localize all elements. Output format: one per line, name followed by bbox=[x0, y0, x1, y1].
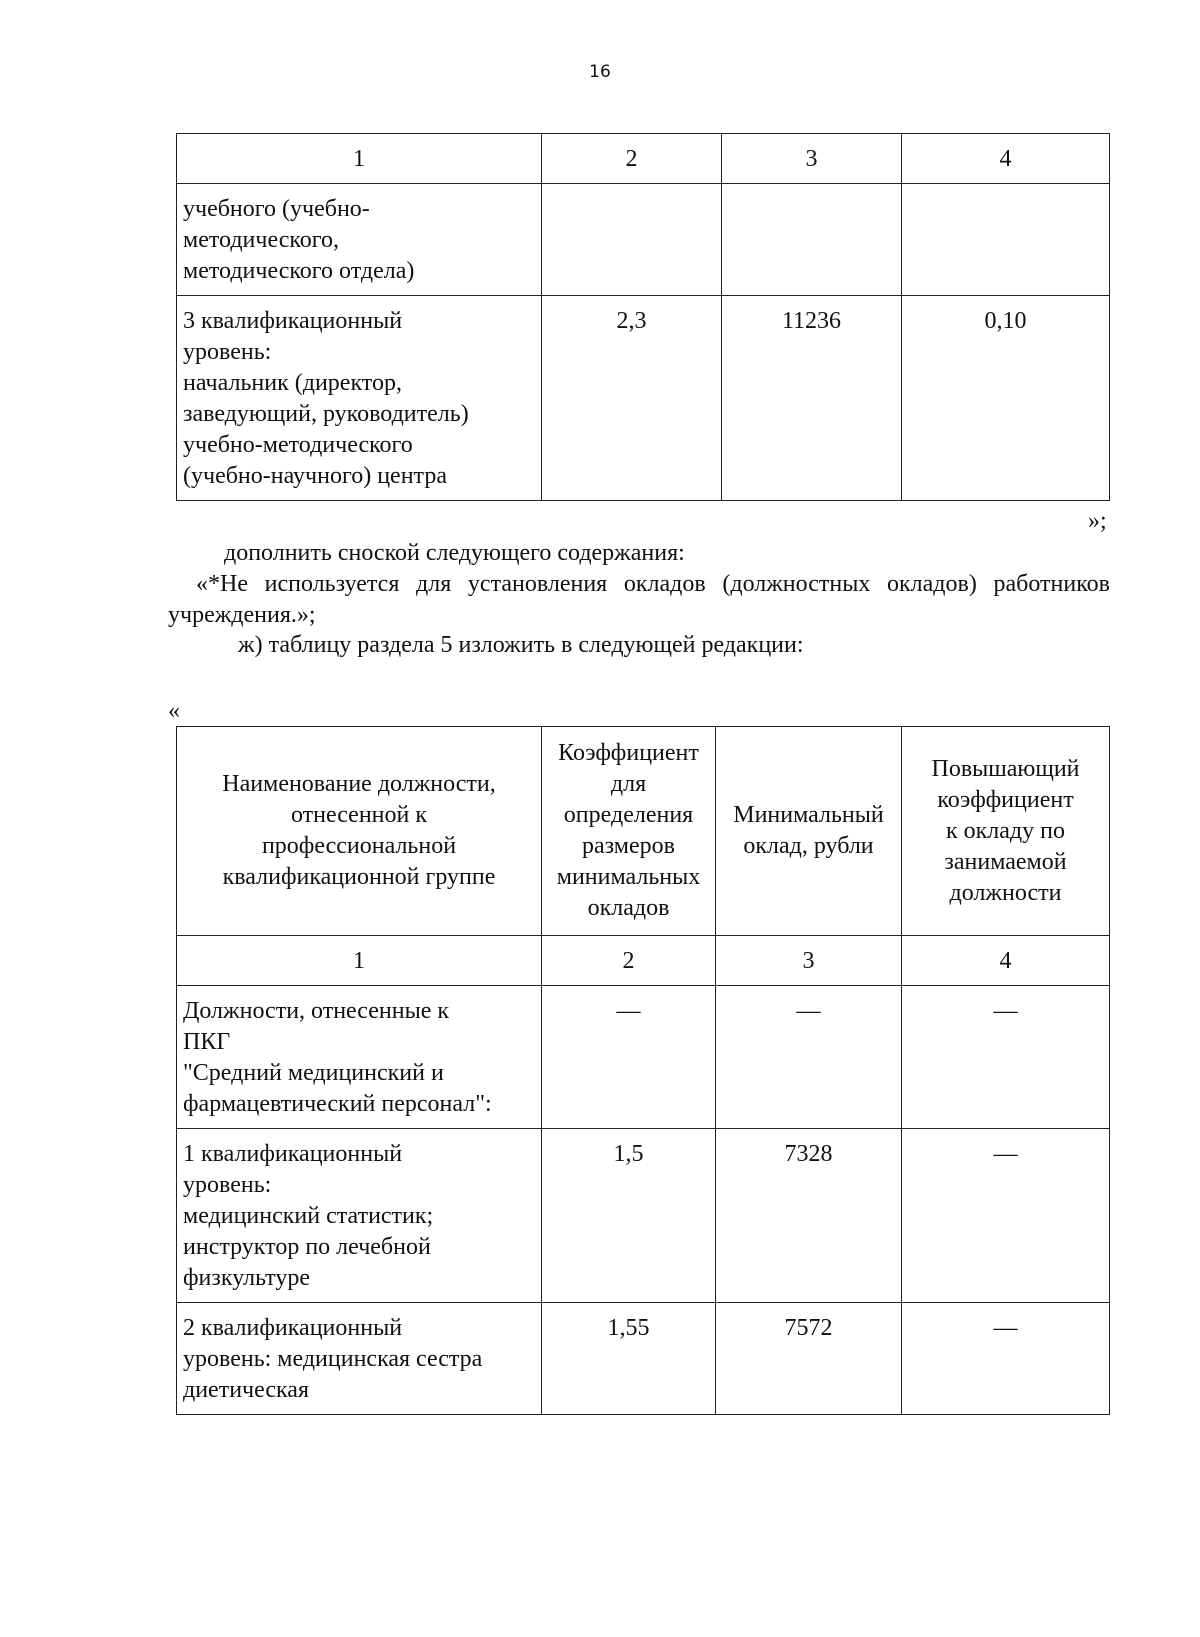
continuation-table bbox=[176, 133, 1110, 501]
header-row bbox=[177, 727, 1110, 936]
coefficient-cell: 1,55 bbox=[542, 1303, 716, 1415]
column-number: 1 bbox=[177, 936, 542, 986]
column-number: 2 bbox=[542, 936, 716, 986]
header-position-name: Наименование должности, отнесенной к профессиональной квалификационной группе bbox=[177, 727, 542, 936]
header-increase-coefficient: Повышающий коэффициент к окладу по занимаемой должности bbox=[902, 727, 1110, 936]
column-number: 3 bbox=[716, 936, 902, 986]
table-row bbox=[177, 1129, 1110, 1303]
position-name-cell: 2 квалификационный уровень: медицинская сестра диетическая bbox=[177, 1303, 542, 1415]
page-number: 16 bbox=[589, 62, 611, 82]
paragraph-footnote-intro: дополнить сноской следующего содержания: bbox=[224, 540, 685, 566]
coefficient-cell bbox=[542, 184, 722, 296]
salary-cell: 7328 bbox=[716, 1129, 902, 1303]
table-row bbox=[177, 296, 1110, 501]
position-name-cell: 1 квалификационный уровень: медицинский статистик; инструктор по лечебной физкультуре bbox=[177, 1129, 542, 1303]
position-name-cell: Должности, отнесенные к ПКГ "Средний медицинский и фармацевтический персонал": bbox=[177, 986, 542, 1129]
coefficient-cell: 2,3 bbox=[542, 296, 722, 501]
header-coefficient: Коэффициент для определения размеров минимальных окладов bbox=[542, 727, 716, 936]
column-number: 2 bbox=[542, 134, 722, 184]
paragraph-table-instruction: ж) таблицу раздела 5 изложить в следующей редакции: bbox=[238, 632, 804, 658]
column-number-row bbox=[177, 936, 1110, 986]
increase-coefficient-cell: — bbox=[902, 986, 1110, 1129]
column-number: 1 bbox=[177, 134, 542, 184]
salary-cell: — bbox=[716, 986, 902, 1129]
column-number: 4 bbox=[902, 936, 1110, 986]
column-number-row bbox=[177, 134, 1110, 184]
section5-table bbox=[176, 726, 1110, 1415]
increase-coefficient-cell: — bbox=[902, 1303, 1110, 1415]
paragraph-footnote-text: «*Не используется для установления окладов (должностных окладов) работников учреждения.»; bbox=[168, 571, 1110, 628]
salary-cell: 11236 bbox=[722, 296, 902, 501]
increase-coefficient-cell bbox=[902, 184, 1110, 296]
opening-quote: « bbox=[168, 698, 180, 724]
increase-coefficient-cell: — bbox=[902, 1129, 1110, 1303]
column-number: 4 bbox=[902, 134, 1110, 184]
table-row bbox=[177, 986, 1110, 1129]
salary-cell: 7572 bbox=[716, 1303, 902, 1415]
coefficient-cell: 1,5 bbox=[542, 1129, 716, 1303]
table-row bbox=[177, 1303, 1110, 1415]
increase-coefficient-cell: 0,10 bbox=[902, 296, 1110, 501]
coefficient-cell: — bbox=[542, 986, 716, 1129]
position-name-cell: учебного (учебно- методического, методического отдела) bbox=[177, 184, 542, 296]
column-number: 3 bbox=[722, 134, 902, 184]
salary-cell bbox=[722, 184, 902, 296]
position-name-cell: 3 квалификационный уровень: начальник (директор, заведующий, руководитель) учебно-методического (учебно-научного) центра bbox=[177, 296, 542, 501]
header-min-salary: Минимальный оклад, рубли bbox=[716, 727, 902, 936]
closing-quote: »; bbox=[1088, 508, 1107, 534]
table-row bbox=[177, 184, 1110, 296]
